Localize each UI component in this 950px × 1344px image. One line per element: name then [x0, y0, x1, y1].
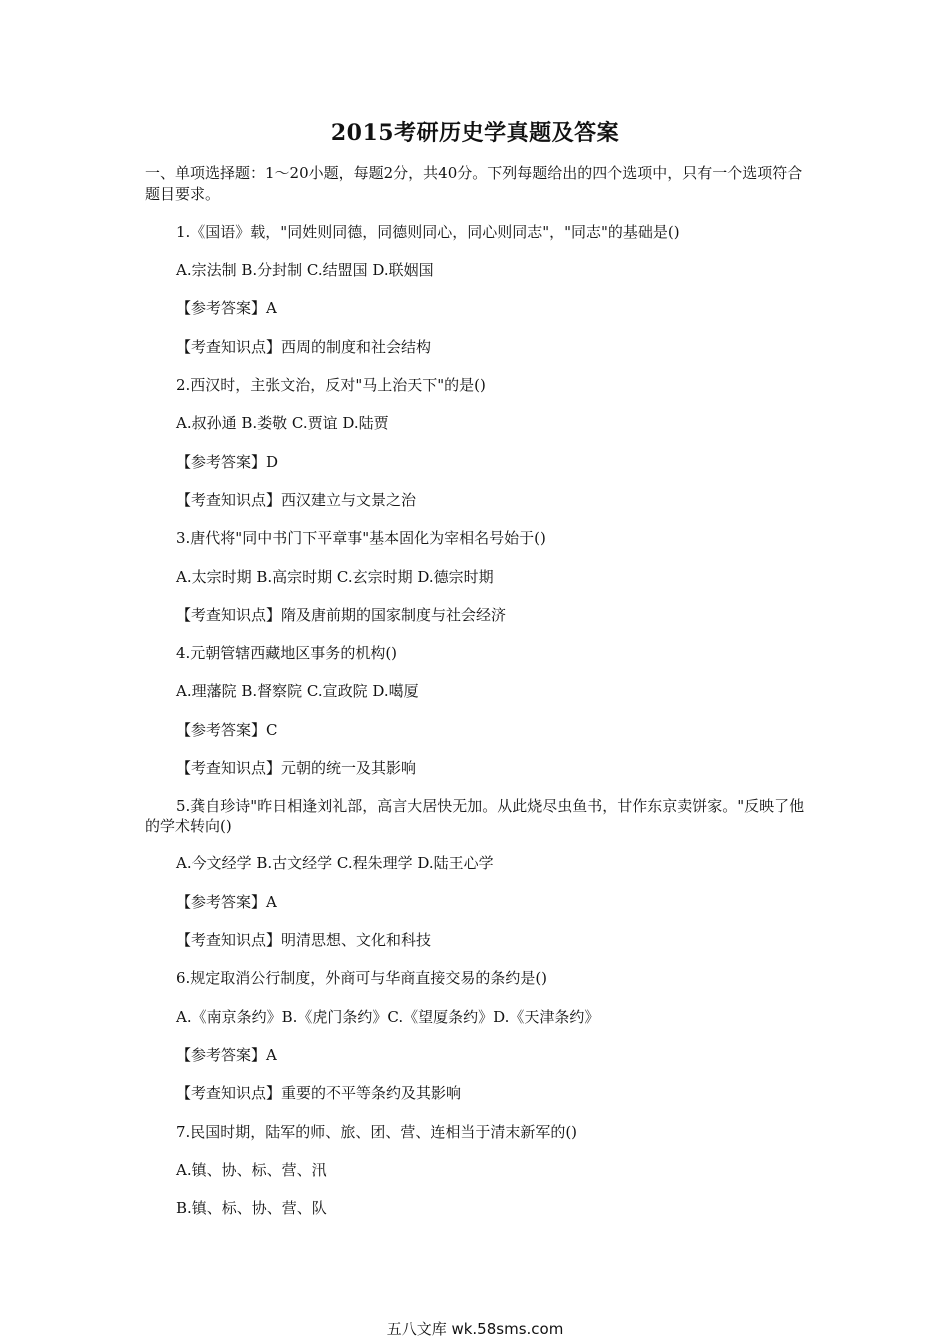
question-4-options: A.理藩院 B.督察院 C.宣政院 D.噶厦 [176, 682, 419, 700]
question-1-knowledge: 【考查知识点】西周的制度和社会结构 [176, 338, 432, 356]
question-6-answer: 【参考答案】A [176, 1046, 277, 1064]
question-5-answer: 【参考答案】A [176, 893, 277, 911]
question-3-knowledge: 【考查知识点】隋及唐前期的国家制度与社会经济 [176, 606, 507, 624]
footer-watermark: 五八文库 wk.58sms.com [386, 1320, 564, 1338]
question-2-options: A.叔孙通 B.娄敬 C.贾谊 D.陆贾 [176, 414, 389, 432]
question-7-option-b: B.镇、标、协、营、队 [176, 1199, 327, 1217]
question-3: 3.唐代将"同中书门下平章事"基本固化为宰相名号始于() [176, 529, 546, 547]
question-7-option-a: A.镇、协、标、营、汛 [176, 1161, 327, 1179]
question-4-answer: 【参考答案】C [176, 721, 278, 739]
question-6-options: A.《南京条约》B.《虎门条约》C.《望厦条约》D.《天津条约》 [176, 1008, 600, 1026]
question-7: 7.民国时期，陆军的师、旅、团、营、连相当于清末新军的() [176, 1123, 578, 1141]
question-6: 6.规定取消公行制度，外商可与华商直接交易的条约是() [176, 969, 548, 987]
question-2-knowledge: 【考查知识点】西汉建立与文景之治 [176, 491, 417, 509]
question-1-options: A.宗法制 B.分封制 C.结盟国 D.联姻国 [176, 261, 434, 279]
section-intro: 一、单项选择题：1～20小题，每题2分，共40分。下列每题给出的四个选项中，只有一个选项符合题目要求。 [145, 164, 803, 203]
question-2: 2.西汉时，主张文治，反对"马上治天下"的是() [176, 376, 486, 394]
document-title: 2015考研历史学真题及答案 [330, 120, 620, 146]
question-5-knowledge: 【考查知识点】明清思想、文化和科技 [176, 931, 432, 949]
question-4-knowledge: 【考查知识点】元朝的统一及其影响 [176, 759, 417, 777]
question-4: 4.元朝管辖西藏地区事务的机构() [176, 644, 398, 662]
question-3-options: A.太宗时期 B.高宗时期 C.玄宗时期 D.德宗时期 [176, 568, 494, 586]
question-6-knowledge: 【考查知识点】重要的不平等条约及其影响 [176, 1084, 462, 1102]
question-1-answer: 【参考答案】A [176, 299, 277, 317]
question-5: 5.龚自珍诗"昨日相逢刘礼部，高言大居快无加。从此烧尽虫鱼书，甘作东京卖饼家。"反映了他的学术转向() [145, 797, 805, 835]
question-5-options: A.今文经学 B.古文经学 C.程朱理学 D.陆王心学 [176, 854, 494, 872]
question-1: 1.《国语》载，"同姓则同德，同德则同心，同心则同志"，"同志"的基础是() [176, 223, 680, 241]
question-2-answer: 【参考答案】D [176, 453, 279, 471]
